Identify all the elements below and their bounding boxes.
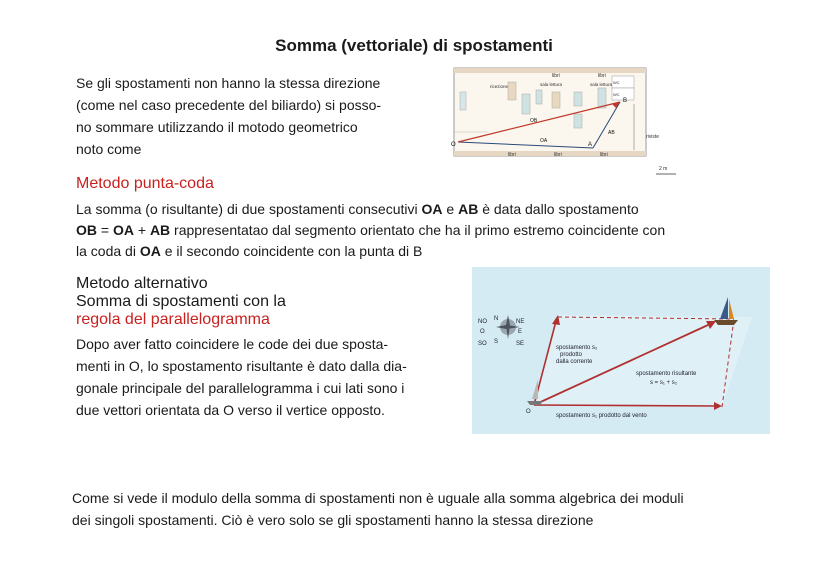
current-label: dalla corrente xyxy=(556,359,593,365)
text-run: La somma (o risultante) di due spostamenti consecutivi xyxy=(76,201,422,217)
compass-label-no: NO xyxy=(478,319,487,325)
conclusion-line: Come si vede il modulo della somma di spostamenti non è uguale alla somma algebrica dei moduli xyxy=(72,490,684,506)
map-label-ob: OB xyxy=(530,118,538,124)
map-label-wc: WC xyxy=(613,92,620,97)
compass-label-s: S xyxy=(494,339,499,345)
alternative-method-heading xyxy=(76,275,456,329)
current-label: prodotto xyxy=(560,352,583,358)
conclusion-line: dei singoli spostamenti. Ciò è vero solo se gli spostamenti hanno la stessa direzione xyxy=(72,512,594,528)
paragraph-line: gonale principale del parallelogramma i cui lati sono i xyxy=(76,380,405,396)
map-point-o: O xyxy=(451,142,456,148)
alt-heading-line: Somma di spostamenti con la xyxy=(76,293,286,310)
map-label-libri: libri xyxy=(600,152,608,158)
resultant-label: spostamento risultante xyxy=(636,371,697,377)
conclusion-paragraph xyxy=(72,487,772,531)
section-heading-punta-coda: Metodo punta-coda xyxy=(76,175,214,192)
text-run: e il secondo coincidente con la punta di B xyxy=(160,243,423,259)
compass-label-e: E xyxy=(518,329,523,335)
compass-label-n: N xyxy=(494,316,499,322)
text-run: è data dallo spostamento xyxy=(478,201,639,217)
map-label-oa: OA xyxy=(540,138,548,144)
compass-label-o: O xyxy=(480,329,485,335)
vector-oa: OA xyxy=(112,222,134,238)
map-label-sala-lettura: sala lettura xyxy=(540,82,563,87)
compass-label-so: SO xyxy=(478,341,487,347)
map-point-a: A xyxy=(588,142,593,148)
text-run: la coda di xyxy=(76,243,140,259)
paragraph-line: due vettori orientata da O verso il vertice opposto. xyxy=(76,402,385,418)
intro-paragraph xyxy=(76,72,426,160)
vector-oa: OA xyxy=(139,243,161,259)
map-point-b: B xyxy=(623,98,628,104)
map-label-libri: libri xyxy=(554,152,562,158)
map-scale-label: 2 m xyxy=(659,166,668,172)
map-label-libri: libri xyxy=(552,73,560,79)
intro-line: no sommare utilizzando il motodo geometrico xyxy=(76,119,358,135)
vector-ab: AB xyxy=(458,201,479,217)
map-label-ab: AB xyxy=(608,130,615,136)
alt-heading-parallelogram: regola del parallelogramma xyxy=(76,311,270,328)
text-run: e xyxy=(442,201,459,217)
alt-heading-line: Metodo alternativo xyxy=(76,275,208,292)
text-run: = xyxy=(97,222,113,238)
parallelogram-paragraph xyxy=(76,333,446,421)
vector-ob: OB xyxy=(76,222,97,238)
library-map-figure xyxy=(448,64,680,180)
origin-label: O xyxy=(526,409,531,415)
parallelogram-figure xyxy=(472,267,770,434)
wind-vector xyxy=(534,405,718,406)
intro-line: noto come xyxy=(76,141,142,157)
wind-label: spostamento s₁ prodotto dal vento xyxy=(556,413,647,419)
compass-label-se: SE xyxy=(516,341,525,347)
paragraph-line: menti in O, lo spostamento risultante è dato dalla dia- xyxy=(76,358,407,374)
map-label-sala-lettura: sala lettura xyxy=(590,82,613,87)
vector-oa: OA xyxy=(421,201,443,217)
vector-ab: AB xyxy=(149,222,171,238)
resultant-formula: s = s₁ + s₂ xyxy=(650,380,678,386)
page-title: Somma (vettoriale) di spostamenti xyxy=(275,36,553,55)
text-run: + xyxy=(133,222,150,238)
map-label-ricezione: ricezione xyxy=(490,84,509,89)
text-run: rappresentatao dal segmento orientato che ha il primo estremo coincidente con xyxy=(170,222,666,238)
punta-coda-paragraph xyxy=(76,199,766,262)
map-label-wc: WC xyxy=(613,80,620,85)
compass-label-ne: NE xyxy=(516,319,525,325)
current-label: spostamento s₂ xyxy=(556,345,598,351)
intro-line: Se gli spostamenti non hanno la stessa direzione xyxy=(76,75,381,91)
paragraph-line: Dopo aver fatto coincidere le code dei due sposta- xyxy=(76,336,389,352)
map-label-libri: libri xyxy=(598,73,606,79)
map-label-riviste: riviste xyxy=(646,134,660,140)
intro-line: (come nel caso precedente del biliardo) si posso- xyxy=(76,97,382,113)
map-label-libri: libri xyxy=(508,152,516,158)
